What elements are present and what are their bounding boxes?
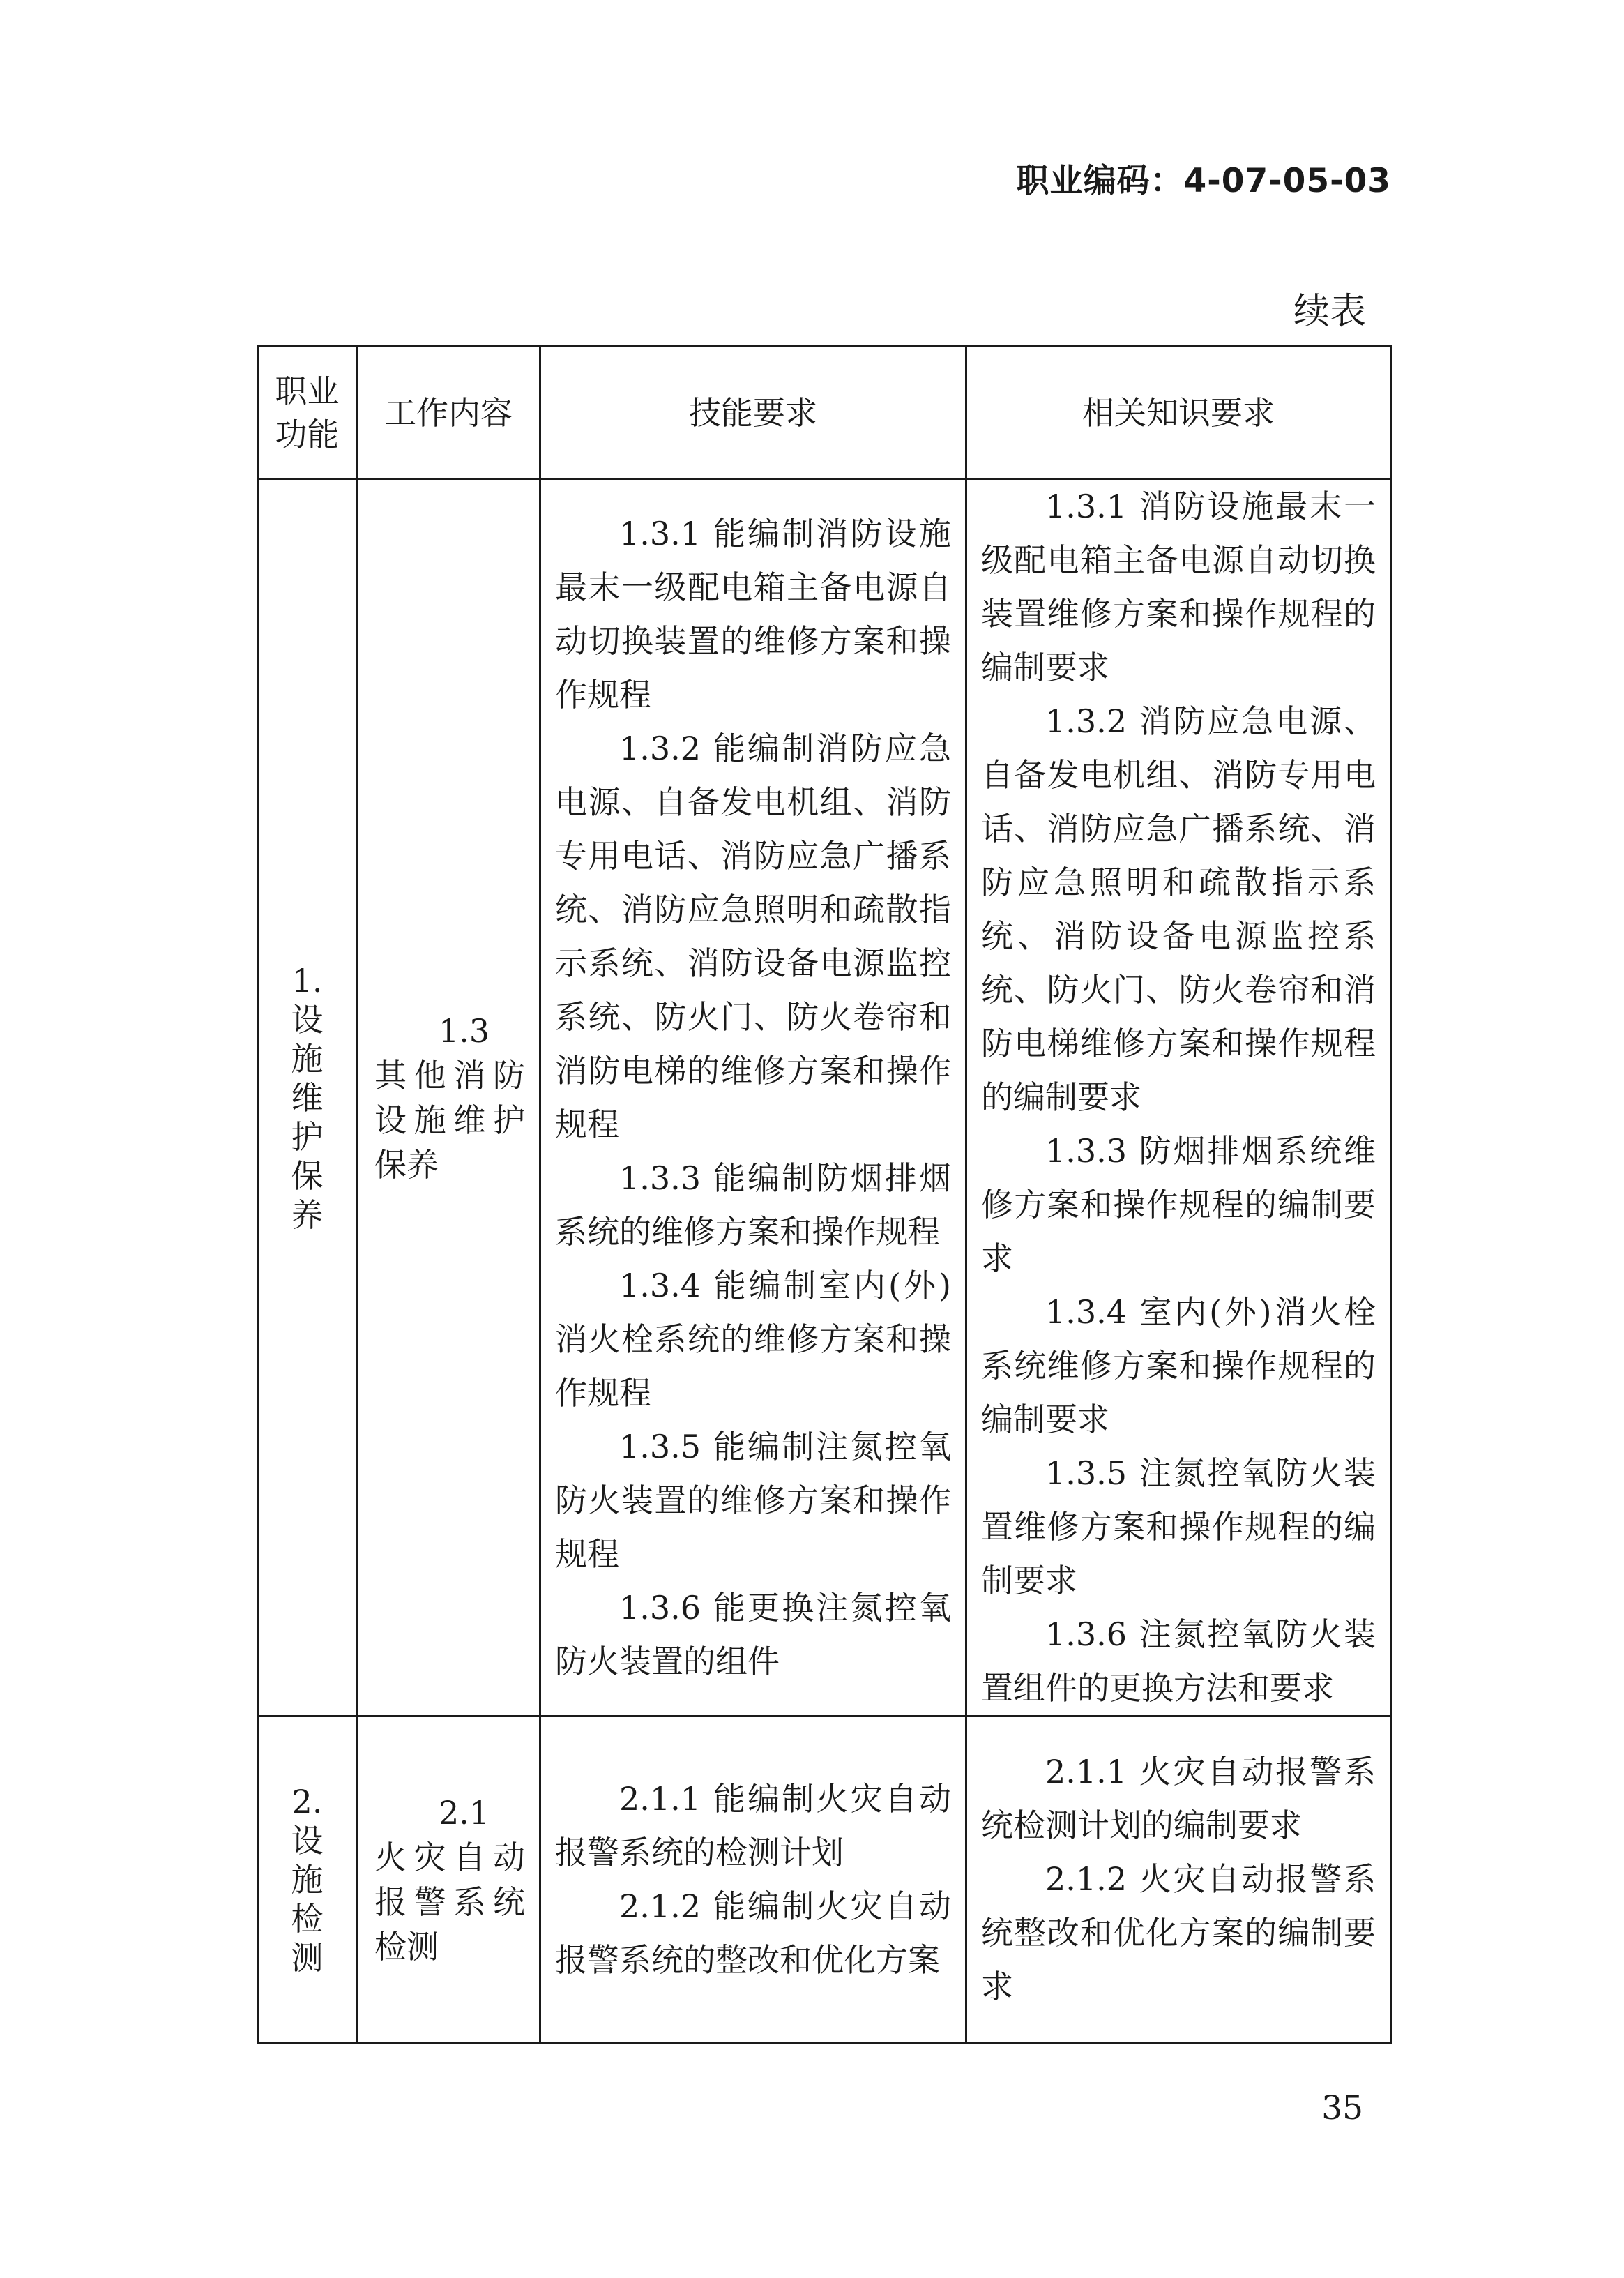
- skills-cell: [540, 479, 966, 1717]
- occupation-code: 职业编码：4-07-05-03: [1016, 162, 1391, 200]
- header-work-content: 工作内容: [357, 347, 540, 479]
- work-content-cell: 2.1 火灾自动报警系统检测: [357, 1717, 540, 2043]
- function-cell: 2.设施检测: [258, 1717, 357, 2043]
- knowledge-item: 1.3.2 消防应急电源、自备发电机组、消防专用电话、消防应急广播系统、消防应急照明和疏散指示系统、消防设备电源监控系统、防火门、防火卷帘和消防电梯维修方案和操作规程的编制要求: [981, 702, 1376, 1116]
- skill-item: 1.3.1 能编制消防设施最末一级配电箱主备电源自动切换装置的维修方案和操作规程: [555, 514, 951, 714]
- table-row: [258, 1717, 1391, 2043]
- skills-table: [257, 345, 1392, 2044]
- function-cell: 1.设施维护保养: [258, 479, 357, 1717]
- knowledge-item: 2.1.1 火灾自动报警系统检测计划的编制要求: [981, 1753, 1376, 1844]
- header-knowledge: 相关知识要求: [966, 347, 1391, 479]
- header-skills: 技能要求: [540, 347, 966, 479]
- skill-item: 1.3.5 能编制注氮控氧防火装置的维修方案和操作规程: [555, 1427, 951, 1573]
- skill-item: 1.3.4 能编制室内(外)消火栓系统的维修方案和操作规程: [555, 1266, 951, 1412]
- knowledge-item: 2.1.2 火灾自动报警系统整改和优化方案的编制要求: [981, 1860, 1376, 2005]
- knowledge-cell: [966, 479, 1391, 1717]
- skill-item: 1.3.3 能编制防烟排烟系统的维修方案和操作规程: [555, 1159, 951, 1251]
- skill-item: 2.1.1 能编制火灾自动报警系统的检测计划: [555, 1779, 951, 1871]
- continued-label: 续表: [1293, 291, 1366, 333]
- knowledge-cell: [966, 1717, 1391, 2043]
- page-number: 35: [1321, 2089, 1363, 2127]
- work-content-cell: 1.3 其他消防设施维护保养: [357, 479, 540, 1717]
- skills-cell: [540, 1717, 966, 2043]
- skill-item: 1.3.2 能编制消防应急电源、自备发电机组、消防专用电话、消防应急广播系统、消防应急照明和疏散指示系统、消防设备电源监控系统、防火门、防火卷帘和消防电梯的维修方案和操作规程: [555, 729, 951, 1143]
- knowledge-item: 1.3.4 室内(外)消火栓系统维修方案和操作规程的编制要求: [981, 1293, 1376, 1438]
- knowledge-item: 1.3.5 注氮控氧防火装置维修方案和操作规程的编制要求: [981, 1454, 1376, 1599]
- header-function: 职业功能: [258, 347, 357, 479]
- skill-item: 2.1.2 能编制火灾自动报警系统的整改和优化方案: [555, 1887, 951, 1979]
- table-header-row: [258, 347, 1391, 479]
- knowledge-item: 1.3.3 防烟排烟系统维修方案和操作规程的编制要求: [981, 1132, 1376, 1277]
- knowledge-item: 1.3.1 消防设施最末一级配电箱主备电源自动切换装置维修方案和操作规程的编制要求: [981, 488, 1376, 686]
- table-row: [258, 479, 1391, 1717]
- knowledge-item: 1.3.6 注氮控氧防火装置组件的更换方法和要求: [981, 1615, 1376, 1707]
- skill-item: 1.3.6 能更换注氮控氧防火装置的组件: [555, 1588, 951, 1680]
